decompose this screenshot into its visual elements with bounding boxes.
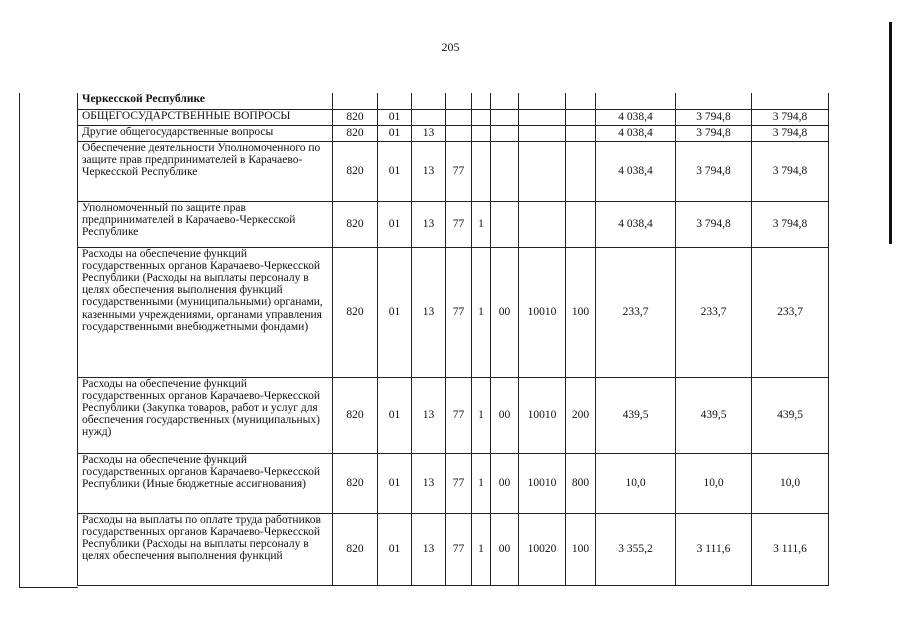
row-value-cell [412,93,446,109]
row-value-cell: 820 [333,125,378,141]
row-value-cell: 10010 [519,377,566,453]
row-value-cell: 00 [491,247,519,377]
row-value-cell [446,93,472,109]
row-value-cell [519,201,566,247]
page-number: 205 [441,40,460,54]
row-value-cell: 800 [566,453,596,513]
row-value-cell [333,93,378,109]
row-value-cell: 3 355,2 [596,513,676,585]
row-value-cell: 13 [412,247,446,377]
row-name-cell: Расходы на обеспечение функций государственных органов Карачаево-Черкесской Республики (Расходы на выплаты персоналу в целях обеспечения выполнения функций государственными (муниципальными) органами, казенными учреждениями, органами управления государственными внебюджетными фондами) [78,247,333,377]
row-value-cell: 100 [566,247,596,377]
row-value-cell: 13 [412,125,446,141]
table-body [78,93,829,585]
row-value-cell [566,125,596,141]
row-value-cell [491,141,519,201]
row-name-cell: Расходы на обеспечение функций государственных органов Карачаево-Черкесской Республики (Иные бюджетные ассигнования) [78,453,333,513]
row-value-cell: 820 [333,247,378,377]
row-value-cell: 01 [378,109,412,125]
row-value-cell: 10020 [519,513,566,585]
row-name-cell: Уполномоченный по защите прав предпринимателей в Карачаево-Черкесской Республике [78,201,333,247]
row-value-cell: 820 [333,141,378,201]
row-value-cell [596,93,676,109]
row-value-cell [566,141,596,201]
row-value-cell: 3 794,8 [752,201,829,247]
row-value-cell: 13 [412,201,446,247]
row-value-cell: 3 794,8 [752,109,829,125]
row-value-cell: 13 [412,453,446,513]
row-value-cell [491,201,519,247]
row-value-cell: 4 038,4 [596,201,676,247]
row-value-cell [566,201,596,247]
table-row [78,109,829,125]
row-value-cell: 4 038,4 [596,109,676,125]
row-value-cell: 01 [378,201,412,247]
row-value-cell: 439,5 [596,377,676,453]
row-value-cell: 820 [333,109,378,125]
row-value-cell: 233,7 [752,247,829,377]
row-value-cell: 1 [472,453,491,513]
row-value-cell: 77 [446,247,472,377]
row-value-cell: 820 [333,513,378,585]
row-value-cell: 3 794,8 [676,109,752,125]
row-name-cell: Другие общегосударственные вопросы [78,125,333,141]
row-value-cell: 100 [566,513,596,585]
row-value-cell: 00 [491,453,519,513]
row-value-cell: 01 [378,125,412,141]
row-value-cell [519,93,566,109]
row-value-cell: 10010 [519,247,566,377]
row-value-cell: 4 038,4 [596,141,676,201]
table-row [78,247,829,377]
row-value-cell: 200 [566,377,596,453]
row-value-cell: 1 [472,513,491,585]
row-value-cell: 10,0 [676,453,752,513]
table-row [78,453,829,513]
row-value-cell [519,141,566,201]
row-value-cell: 01 [378,377,412,453]
row-value-cell [472,109,491,125]
row-value-cell: 820 [333,453,378,513]
row-name-cell: Расходы на выплаты по оплате труда работников государственных органов Карачаево-Черкесской Республики (Расходы на выплаты персоналу в целях обеспечения выполнения функций [78,513,333,585]
row-value-cell: 77 [446,453,472,513]
row-value-cell: 13 [412,141,446,201]
row-name-cell: Черкесской Республике [78,93,333,109]
row-value-cell: 439,5 [752,377,829,453]
row-value-cell: 10,0 [596,453,676,513]
row-value-cell: 3 794,8 [676,201,752,247]
table-row [78,141,829,201]
row-value-cell: 439,5 [676,377,752,453]
edge-mark [889,22,892,244]
budget-table [77,93,829,586]
row-value-cell: 01 [378,453,412,513]
row-value-cell: 77 [446,513,472,585]
row-value-cell [412,109,446,125]
row-value-cell [566,109,596,125]
row-value-cell: 00 [491,513,519,585]
row-value-cell: 13 [412,377,446,453]
row-value-cell: 01 [378,141,412,201]
row-value-cell [472,125,491,141]
row-value-cell: 820 [333,201,378,247]
table-row [78,201,829,247]
row-name-cell: Расходы на обеспечение функций государственных органов Карачаево-Черкесской Республики (Закупка товаров, работ и услуг для обеспечения государственных (муниципальных) нужд) [78,377,333,453]
row-value-cell [566,93,596,109]
row-value-cell [676,93,752,109]
row-value-cell [446,125,472,141]
row-value-cell [519,125,566,141]
row-value-cell: 1 [472,247,491,377]
row-value-cell: 3 111,6 [752,513,829,585]
row-value-cell: 00 [491,377,519,453]
row-value-cell: 10,0 [752,453,829,513]
row-value-cell: 1 [472,377,491,453]
row-value-cell: 233,7 [596,247,676,377]
row-value-cell [378,93,412,109]
table-left-margin [19,93,78,588]
row-value-cell [519,109,566,125]
row-name-cell: ОБЩЕГОСУДАРСТВЕННЫЕ ВОПРОСЫ [78,109,333,125]
row-value-cell: 10010 [519,453,566,513]
row-value-cell: 4 038,4 [596,125,676,141]
row-value-cell: 3 111,6 [676,513,752,585]
row-value-cell: 3 794,8 [752,125,829,141]
row-value-cell: 3 794,8 [676,141,752,201]
row-value-cell: 01 [378,513,412,585]
row-value-cell: 3 794,8 [676,125,752,141]
row-value-cell: 77 [446,377,472,453]
row-value-cell: 820 [333,377,378,453]
row-value-cell: 1 [472,201,491,247]
row-value-cell: 77 [446,201,472,247]
row-value-cell [472,93,491,109]
row-value-cell [491,93,519,109]
row-value-cell: 233,7 [676,247,752,377]
row-value-cell [446,109,472,125]
table-row [78,125,829,141]
table-row [78,93,829,109]
row-value-cell: 77 [446,141,472,201]
row-value-cell: 13 [412,513,446,585]
table-row [78,513,829,585]
row-value-cell [491,125,519,141]
table-row [78,377,829,453]
row-value-cell: 01 [378,247,412,377]
row-value-cell: 3 794,8 [752,141,829,201]
row-value-cell [472,141,491,201]
row-value-cell [752,93,829,109]
row-value-cell [491,109,519,125]
row-name-cell: Обеспечение деятельности Уполномоченного по защите прав предпринимателей в Карачаево-Черкесской Республике [78,141,333,201]
